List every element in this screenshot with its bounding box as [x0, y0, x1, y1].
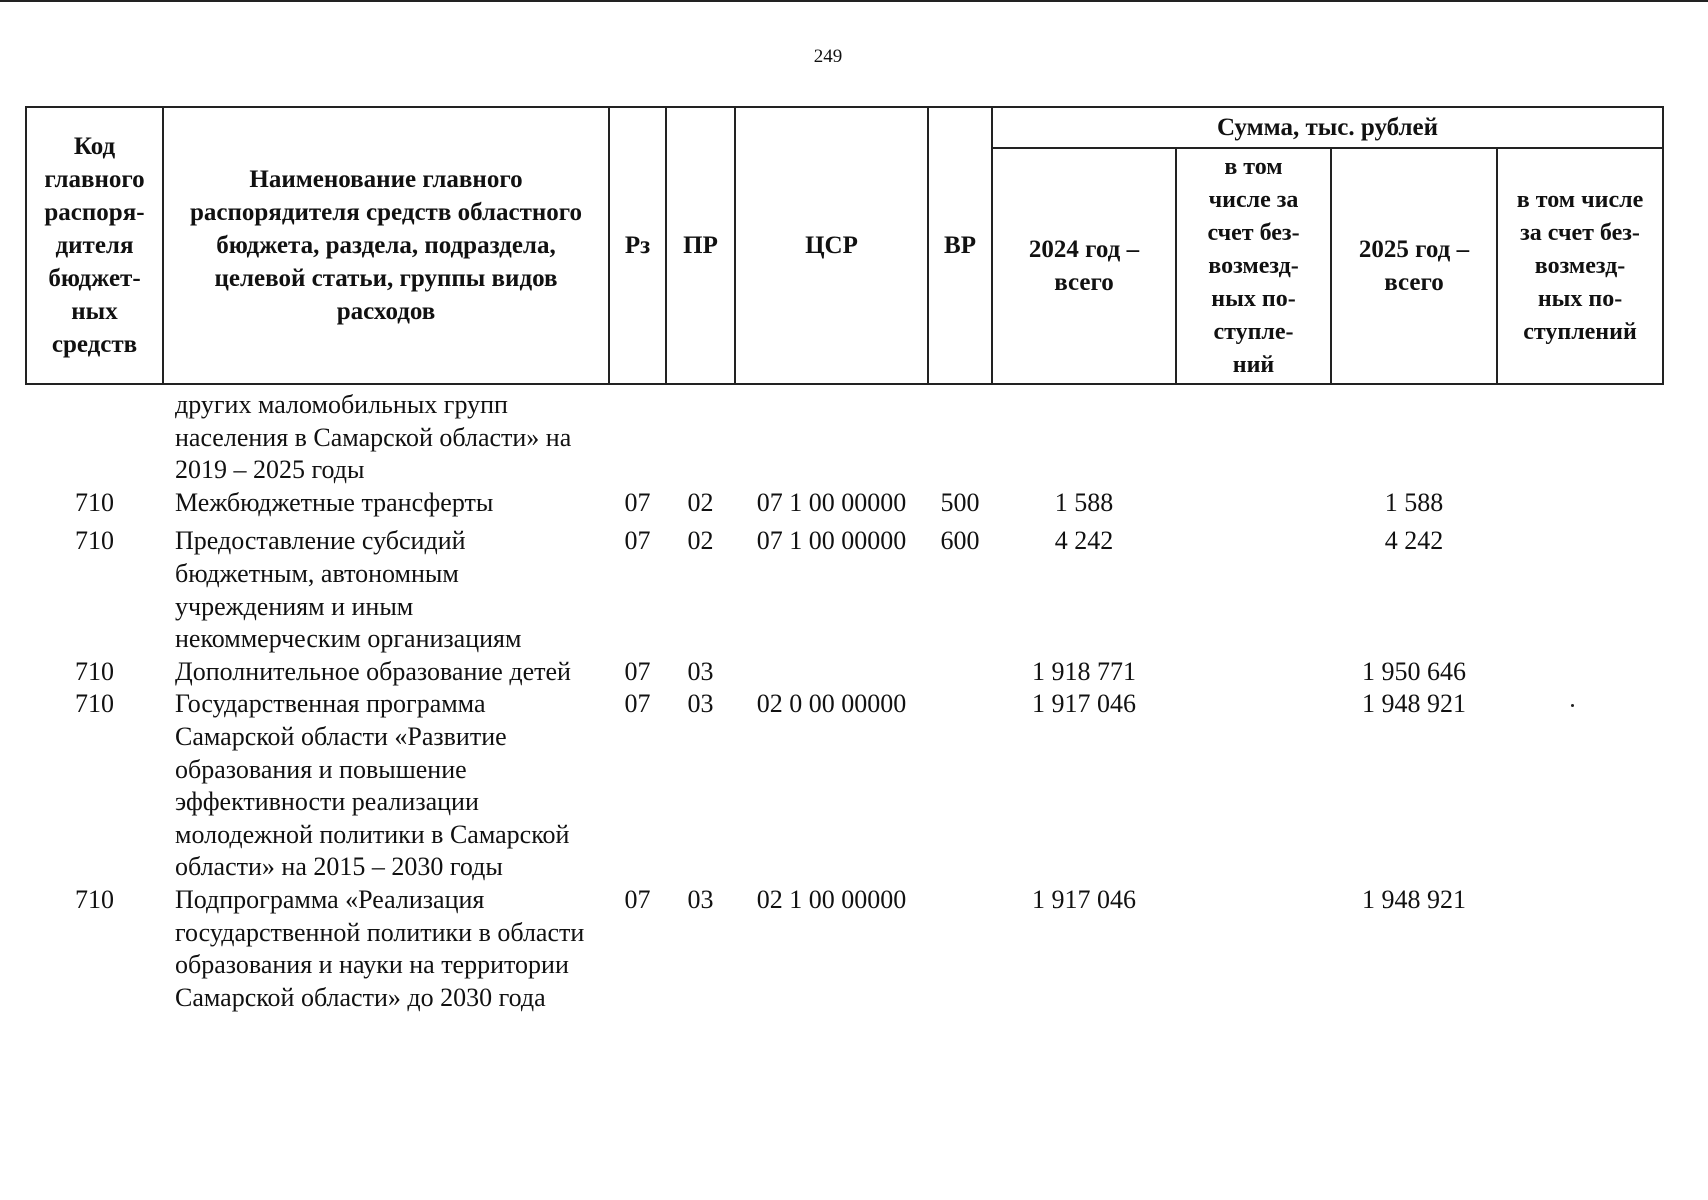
row-sum-2024: 1 588 — [1054, 487, 1114, 517]
row-grants-2025 — [1497, 487, 1663, 520]
row-sum-2025: 1 948 921 — [1362, 689, 1466, 719]
row-pr: 03 — [687, 656, 714, 686]
header-name: Наименование главного распорядителя средств областного бюджета, раздела, подраздела, целевой статьи, группы видов расходов — [163, 107, 609, 384]
row-grants-2024 — [1176, 884, 1331, 1014]
row-name: Государственная программа Самарской области «Развитие образования и повышение эффективности реализации молодежной политики в Самарской области» на 2015 – 2030 годы — [175, 689, 570, 882]
row-rz: 07 — [624, 656, 651, 686]
row-sum-2024: 1 917 046 — [1032, 689, 1136, 719]
row-csr: 07 1 00 00000 — [756, 526, 907, 556]
row-pr: 03 — [687, 689, 714, 719]
row-name: Межбюджетные трансферты — [175, 487, 494, 517]
table-row — [26, 688, 1663, 884]
row-csr — [735, 384, 928, 487]
page-number: 249 — [813, 46, 843, 67]
table-row — [26, 384, 1663, 487]
row-grants-2025 — [1497, 884, 1663, 1014]
header-vr: ВР — [928, 107, 992, 384]
row-sum-2025: 4 242 — [1384, 526, 1444, 556]
row-sum-2024: 1 918 771 — [1032, 656, 1136, 686]
row-grants-2025 — [1497, 656, 1663, 689]
row-grants-2024 — [1176, 688, 1331, 884]
table-row — [26, 656, 1663, 689]
row-code: 710 — [75, 487, 114, 517]
row-grants-2025 — [1497, 384, 1663, 487]
scan-speck — [1571, 704, 1574, 707]
row-code: 710 — [75, 656, 114, 686]
table-row — [26, 487, 1663, 520]
row-grants-2025 — [1497, 688, 1663, 884]
row-csr: 07 1 00 00000 — [756, 487, 907, 517]
row-sum-2024 — [992, 384, 1176, 487]
budget-table — [25, 106, 1664, 1014]
row-sum-2024: 4 242 — [1054, 526, 1114, 556]
row-pr: 02 — [687, 526, 714, 556]
row-pr — [666, 384, 735, 487]
row-grants-2024 — [1176, 519, 1331, 655]
table-header — [26, 107, 1663, 384]
row-code: 710 — [75, 526, 114, 556]
row-pr: 03 — [687, 884, 714, 914]
top-border-line — [0, 0, 1708, 2]
header-csr: ЦСР — [735, 107, 928, 384]
table-row — [26, 884, 1663, 1014]
row-sum-2025 — [1331, 384, 1497, 487]
row-rz: 07 — [624, 689, 651, 719]
row-grants-2024 — [1176, 656, 1331, 689]
row-grants-2025 — [1497, 519, 1663, 655]
row-code — [26, 384, 163, 487]
row-csr: 02 0 00 00000 — [756, 689, 907, 719]
row-vr — [928, 656, 992, 689]
row-vr: 500 — [940, 487, 980, 517]
row-code: 710 — [75, 884, 114, 914]
row-rz: 07 — [624, 526, 651, 556]
row-grants-2024 — [1176, 384, 1331, 487]
row-vr — [928, 884, 992, 1014]
row-sum-2025: 1 948 921 — [1362, 884, 1466, 914]
row-csr: 02 1 00 00000 — [756, 884, 907, 914]
header-rz: Рз — [609, 107, 666, 384]
table-row — [26, 519, 1663, 655]
row-vr — [928, 688, 992, 884]
row-sum-2025: 1 950 646 — [1362, 656, 1466, 686]
row-rz: 07 — [624, 884, 651, 914]
row-sum-2025: 1 588 — [1384, 487, 1444, 517]
row-rz: 07 — [624, 487, 651, 517]
row-grants-2024 — [1176, 487, 1331, 520]
header-pr: ПР — [666, 107, 735, 384]
row-name: Подпрограмма «Реализация государственной политики в области образования и науки на территории Самарской области» до 2030 года — [175, 884, 585, 1012]
header-sum-group: Сумма, тыс. рублей — [992, 107, 1663, 148]
row-vr — [928, 384, 992, 487]
row-name: Дополнительное образование детей — [175, 656, 571, 686]
row-vr: 600 — [940, 526, 980, 556]
header-2025-total: 2025 год – всего — [1331, 148, 1497, 384]
row-code: 710 — [75, 689, 114, 719]
row-sum-2024: 1 917 046 — [1032, 884, 1136, 914]
header-2025-grants: в том числе за счет без-возмезд-ных по-ступлений — [1497, 148, 1663, 384]
row-csr — [735, 656, 928, 689]
header-code: Код главного распоря-дителя бюджет-ных средств — [26, 107, 163, 384]
header-2024-total: 2024 год – всего — [992, 148, 1176, 384]
row-pr: 02 — [687, 487, 714, 517]
header-2024-grants: в том числе за счет без-возмезд-ных по-ступле-ний — [1176, 148, 1331, 384]
row-name: Предоставление субсидий бюджетным, автономным учреждениям и иным некоммерческим организациям — [175, 526, 522, 654]
row-name: других маломобильных групп населения в Самарской области» на 2019 – 2025 годы — [175, 390, 572, 485]
table-body — [26, 384, 1663, 1014]
row-rz — [609, 384, 666, 487]
